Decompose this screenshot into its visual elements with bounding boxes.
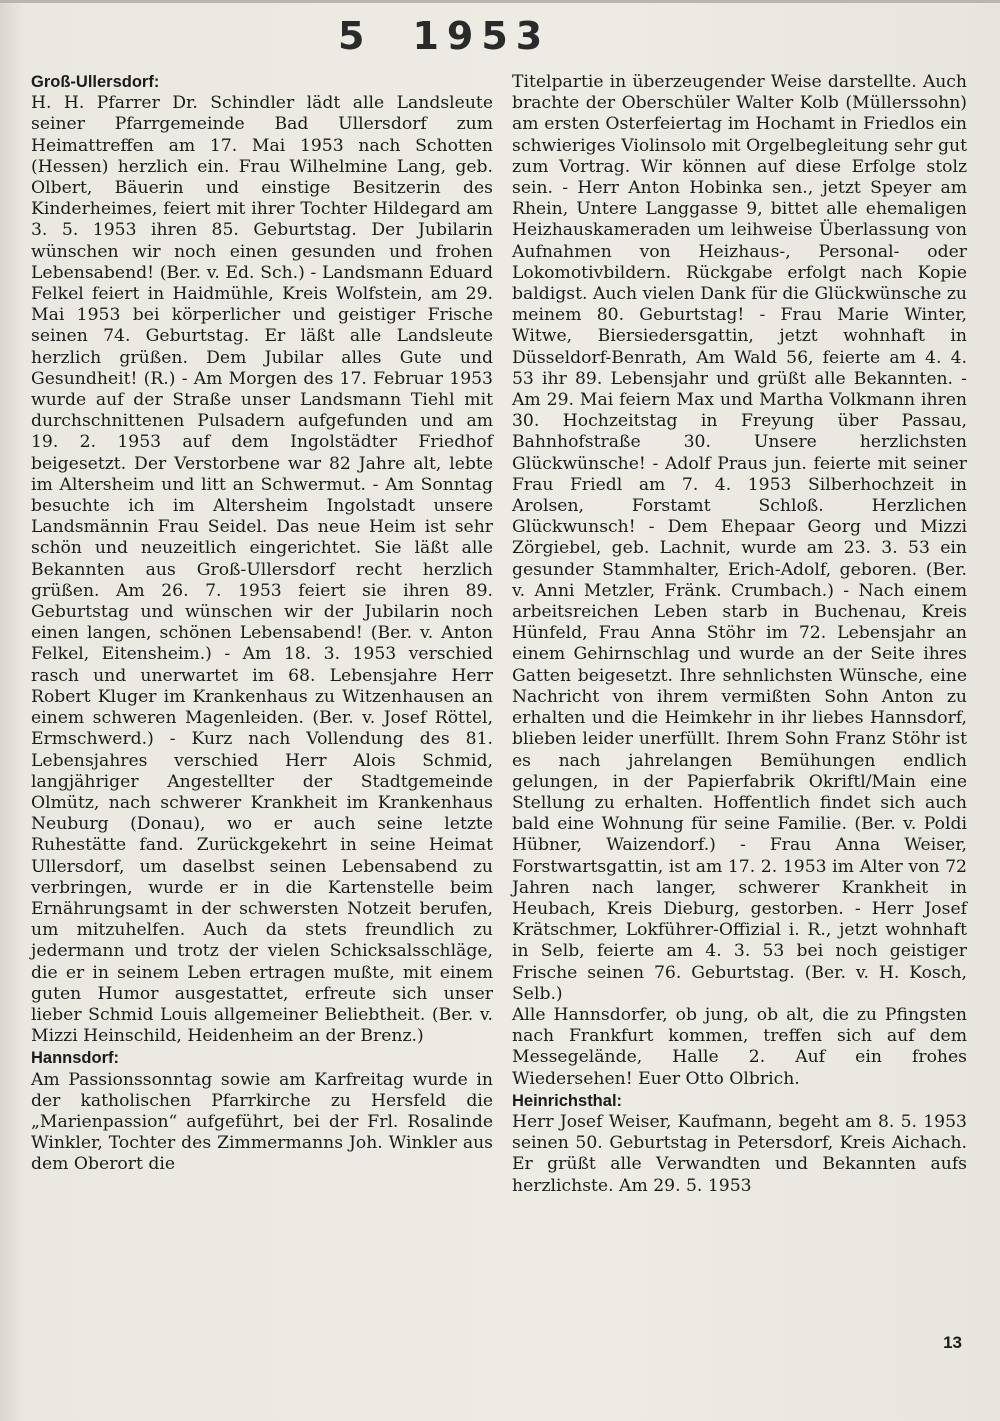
section-text-heinrichsthal: Herr Josef Weiser, Kaufmann, begeht am 8. 5. 1953 seinen 50. Geburtstag in Petersdorf, Kreis Aichach. Er grüßt alle Verwandten und Bekannten aufs herzlichste. Am 29. 5. 1953 [512,1111,967,1196]
right-paragraph-2: Alle Hannsdorfer, ob jung, ob alt, die zu Pfingsten nach Frankfurt kommen, treffen sich auf dem Messegelände, Halle 2. Auf ein frohes Wiedersehen! Euer Otto Olbrich. [512,1004,967,1089]
issue-number: 5 [338,14,373,58]
page-number: 13 [943,1333,962,1352]
right-paragraph-1: Titelpartie in überzeugender Weise darstellte. Auch brachte der Oberschüler Walter Kolb (Müllerssohn) am ersten Osterfeiertag im Hochamt in Friedlos ein schwieriges Violinsolo mit Orgelbegleitung sehr gut zum Vortrag. Wir können auf diese Erfolge stolz sein. - Herr Anton Hobinka sen., jetzt Speyer am Rhein, Untere Langgasse 9, bittet alle ehemaligen Heizhauskameraden um leihweise Überlassung von Aufnahmen von Heizhaus-, Personal- oder Lokomotivbildern. Rückgabe erfolgt nach Kopie baldigst. Auch vielen Dank für die Glückwünsche zu meinem 80. Geburtstag! - Frau Marie Winter, Witwe, Biersiedersgattin, jetzt wohnhaft in Düsseldorf-Benrath, Am Wald 56, feierte am 4. 4. 53 ihr 89. Lebensjahr und grüßt alle Bekannten. - Am 29. Mai feiern Max und Martha Volkmann ihren 30. Hochzeitstag in Freyung über Passau, Bahnhofstraße 30. Unsere herzlichsten Glückwünsche! - Adolf Praus jun. feierte mit seiner Frau Friedl am 7. 4. 1953 Silberhochzeit in Arolsen, Forstamt Schloß. Herzlichen Glückwunsch! - Dem Ehepaar Georg und Mizzi Zörgiebel, geb. Lachnit, wurde am 23. 3. 53 ein gesunder Stammhalter, Erich-Adolf, geboren. (Ber. v. Anni Metzler, Fränk. Crumbach.) - Nach einem arbeitsreichen Leben starb in Buchenau, Kreis Hünfeld, Frau Anna Stöhr im 72. Lebensjahr an einem Gehirnschlag und wurde an der Seite ihres Gatten beigesetzt. Ihre sehnlichsten Wünsche, eine Nachricht von ihrem vermißten Sohn Anton zu erhalten und die Heimkehr in ihr liebes Hannsdorf, blieben leider unerfüllt. Ihrem Sohn Franz Stöhr ist es nach jahrelangen Bemühungen endlich gelungen, in der Papierfabrik Okriftl/Main eine Stellung zu erhalten. Hoffentlich findet sich auch bald eine Wohnung für seine Familie. (Ber. v. Poldi Hübner, Waizendorf.) - Frau Anna Weiser, Forstwartsgattin, ist am 17. 2. 1953 im Alter von 72 Jahren nach langer, schwerer Krankheit in Heubach, Kreis Dieburg, gestorben. - Herr Josef Krätschmer, Lokführer-Offizial i. R., jetzt wohnhaft in Selb, feierte am 4. 3. 53 bei noch geistiger Frische seinen 76. Geburtstag. (Ber. v. H. Kosch, Selb.) [512,72,967,1004]
section-text-gross-ullersdorf: H. H. Pfarrer Dr. Schindler lädt alle Landsleute seiner Pfarrgemeinde Bad Ullersdorf zum Heimattreffen am 17. Mai 1953 nach Schotten (Hessen) herzlich ein. Frau Wilhelmine Lang, geb. Olbert, Bäuerin und einstige Besitzerin des Kinderheimes, feiert mit ihrer Tochter Hildegard am 3. 5. 1953 ihren 85. Geburtstag. Der Jubilarin wünschen wir noch einen gesunden und frohen Lebensabend! (Ber. v. Ed. Sch.) - Landsmann Eduard Felkel feiert in Haidmühle, Kreis Wolfstein, am 29. Mai 1953 bei körperlicher und geistiger Frische seinen 74. Geburtstag. Er läßt alle Landsleute herzlich grüßen. Dem Jubilar alles Gute und Gesundheit! (R.) - Am Morgen des 17. Februar 1953 wurde auf der Straße unser Landsmann Tiehl mit durchschnittenen Pulsadern aufgefunden und am 19. 2. 1953 auf dem Ingolstädter Friedhof beigesetzt. Der Verstorbene war 82 Jahre alt, lebte im Altersheim und litt an Schwermut. - Am Sonntag besuchte ich im Altersheim Ingolstadt unsere Landsmännin Frau Seidel. Das neue Heim ist sehr schön und neuzeitlich eingerichtet. Sie läßt alle Bekannten aus Groß-Ullersdorf recht herzlich grüßen. Am 26. 7. 1953 feiert sie ihren 89. Geburtstag und wünschen wir der Jubilarin noch einen langen, schönen Lebensabend! (Ber. v. Anton Felkel, Eitensheim.) - Am 18. 3. 1953 verschied rasch und unerwartet im 68. Lebensjahre Herr Robert Kluger im Krankenhaus zu Witzenhausen an einem schweren Magenleiden. (Ber. v. Josef Röttel, Ermschwerd.) - Kurz nach Vollendung des 81. Lebensjahres verschied Herr Alois Schmid, langjähriger Angestellter der Stadtgemeinde Olmütz, nach schwerer Krankheit im Krankenhaus Neuburg (Donau), wo er auch seine letzte Ruhestätte fand. Zurückgekehrt in seine Heimat Ullersdorf, um daselbst seinen Lebensabend zu verbringen, wurde er in die Kartenstelle beim Ernährungsamt in der schwersten Notzeit berufen, um mitzuhelfen. Auch da stets freundlich zu jedermann und trotz der vielen Schicksalsschläge, die er in seinem Leben ertragen mußte, mit einem guten Humor ausgestattet, erfreute sich unser lieber Schmid Louis allgemeiner Beliebtheit. (Ber. v. Mizzi Heinschild, Heidenheim an der Brenz.) [31,93,493,1047]
right-column [512,72,967,1197]
issue-year: 1953 [412,14,551,58]
section-title-hannsdorf: Hannsdorf: [31,1049,119,1068]
section-title-heinrichsthal: Heinrichsthal: [512,1091,623,1110]
page-header [338,14,550,58]
left-column [31,72,493,1176]
section-title-gross-ullersdorf: Groß-Ullersdorf: [31,73,160,91]
section-text-hannsdorf: Am Passionssonntag sowie am Karfreitag wurde in der katholischen Pfarrkirche zu Hersfeld die „Marienpassion“ aufgeführt, bei der Frl. Rosalinde Winkler, Tochter des Zimmermanns Joh. Winkler aus dem Oberort die [31,1069,493,1175]
top-rule [0,0,1000,3]
